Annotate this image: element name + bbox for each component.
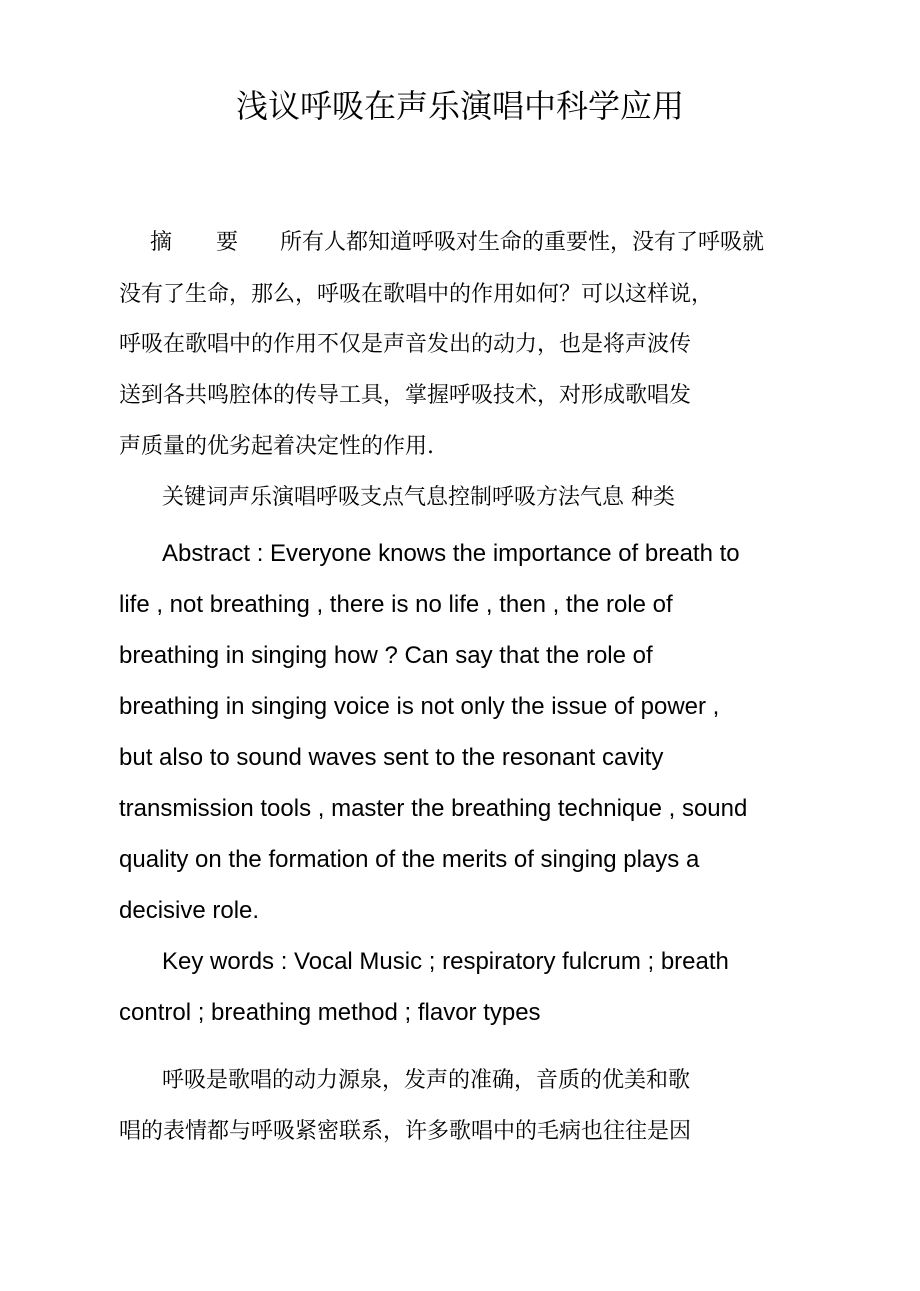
abstract-en-line-3: breathing in singing how ? Can say that the role of	[119, 642, 653, 669]
abstract-cn-line-4: 送到各共鸣腔体的传导工具，掌握呼吸技术，对形成歌唱发	[119, 383, 692, 408]
abstract-cn-text-1: 所有人都知道呼吸对生命的重要性，没有了呼吸就	[280, 230, 765, 255]
abstract-en-line-4: breathing in singing voice is not only the issue of power ,	[119, 693, 720, 720]
abstract-en-line-7: quality on the formation of the merits of singing plays a	[119, 846, 700, 873]
abstract-en-line-5: but also to sound waves sent to the resonant cavity	[119, 744, 664, 771]
abstract-en-line-6: transmission tools , master the breathing technique , sound	[119, 795, 748, 822]
body-cn-line-2: 唱的表情都与呼吸紧密联系，许多歌唱中的毛病也往往是因	[119, 1119, 692, 1144]
abstract-label-char-2: 要	[216, 230, 239, 255]
body-cn-line-1: 呼吸是歌唱的动力源泉，发声的准确，音质的优美和歌	[162, 1068, 691, 1093]
abstract-cn-line-1	[150, 228, 764, 258]
document-title: 浅议呼吸在声乐演唱中科学应用	[235, 87, 684, 125]
abstract-en-line-1: Abstract : Everyone knows the importance of breath to	[162, 540, 740, 567]
keywords-cn: 关键词声乐演唱呼吸支点气息控制呼吸方法气息 种类	[162, 485, 675, 510]
abstract-en-line-8: decisive role.	[119, 897, 260, 924]
abstract-label-char-1: 摘	[150, 230, 173, 255]
keywords-en-line-1: Key words : Vocal Music ; respiratory fulcrum ; breath	[162, 948, 729, 975]
abstract-cn-line-5: 声质量的优劣起着决定性的作用.	[119, 434, 434, 459]
abstract-cn-line-3: 呼吸在歌唱中的作用不仅是声音发出的动力，也是将声波传	[119, 332, 692, 357]
abstract-cn-line-2: 没有了生命，那么，呼吸在歌唱中的作用如何？可以这样说，	[119, 282, 714, 307]
abstract-en-line-2: life , not breathing , there is no life , then , the role of	[119, 591, 673, 618]
keywords-en-line-2: control ; breathing method ; flavor types	[119, 999, 541, 1026]
